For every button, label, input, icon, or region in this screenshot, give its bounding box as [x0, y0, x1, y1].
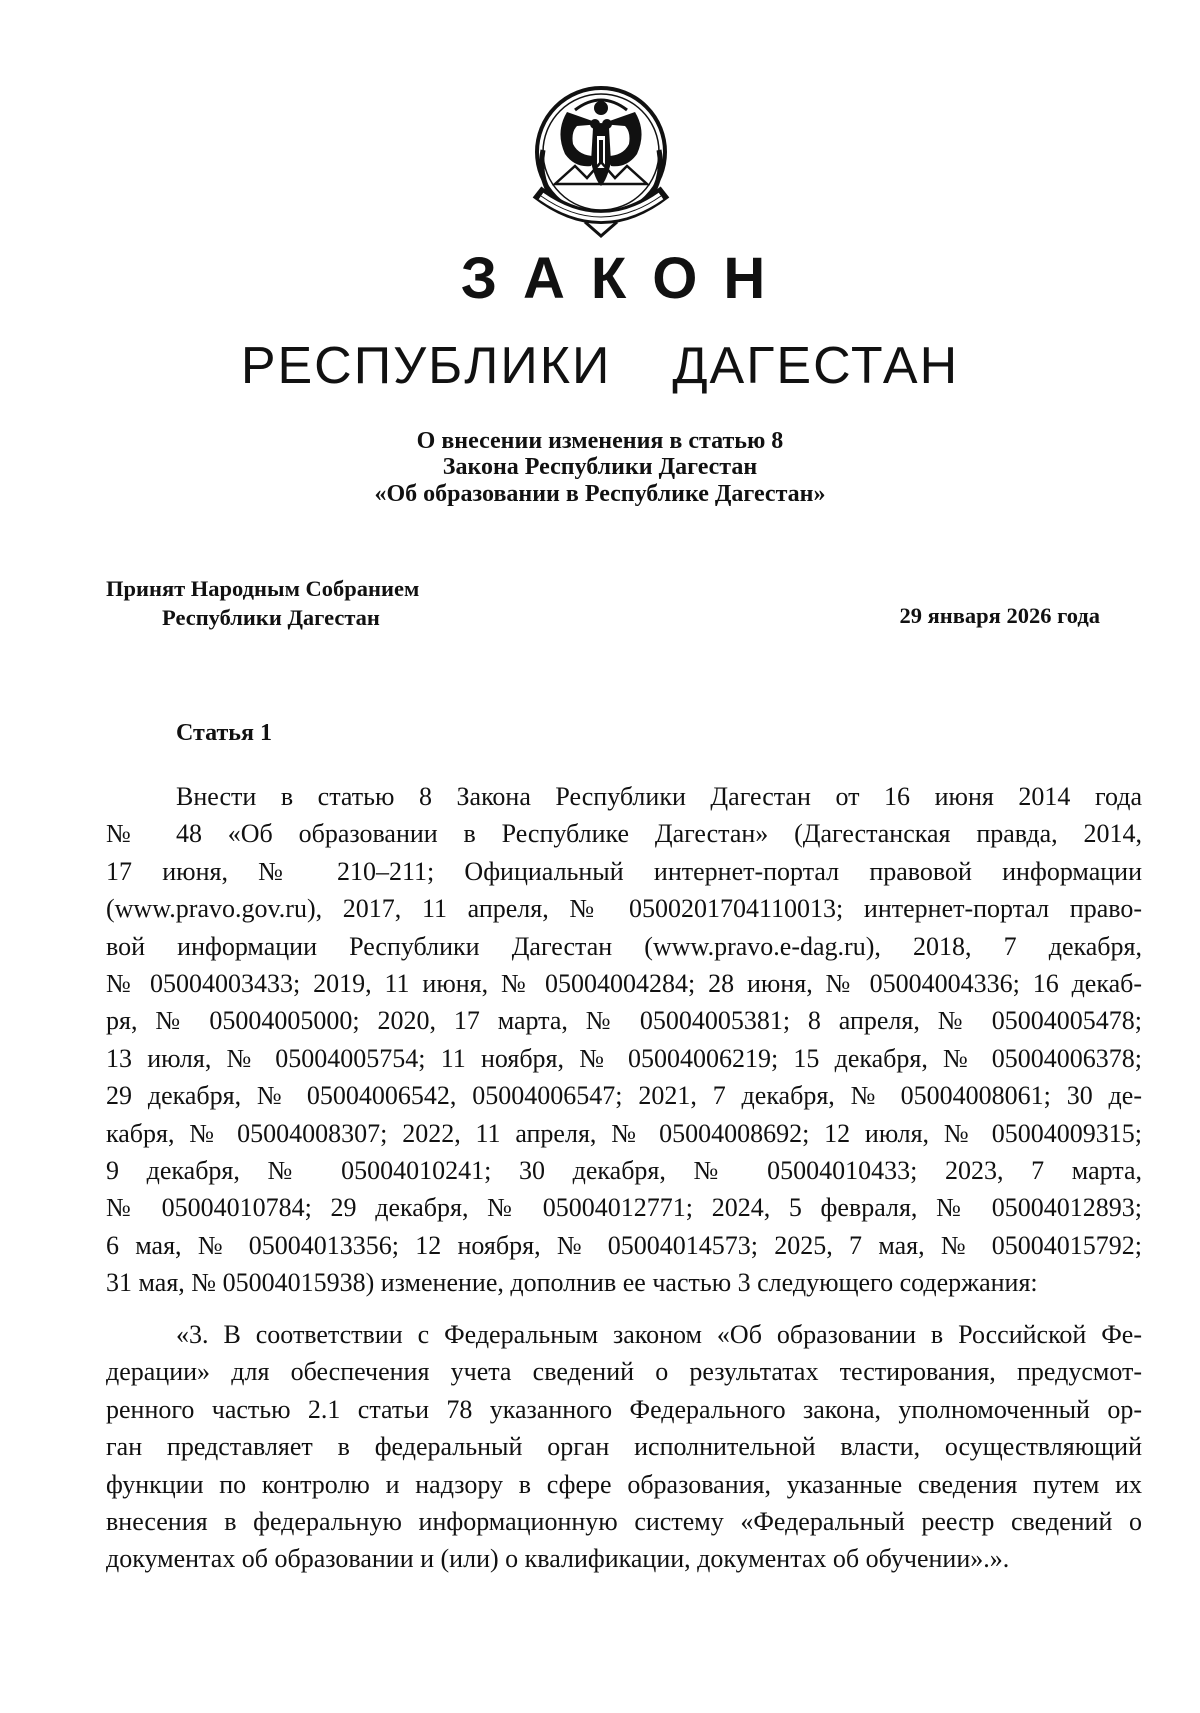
adoption-line-2: Республики Дагестан [162, 604, 380, 630]
article-paragraph-2 [106, 1316, 1142, 1578]
text-line: ря, № 05004005000; 2020, 17 марта, № 05004005381; 8 апреля, № 05004005478; [106, 1006, 1142, 1036]
text-line: 13 июля, № 05004005754; 11 ноября, № 05004006219; 15 декабря, № 05004006378; [106, 1043, 1142, 1073]
text-line: внесения в федеральную информационную систему «Федеральный реестр сведений о [106, 1506, 1142, 1536]
text-line: Внести в статью 8 Закона Республики Дагестан от 16 июня 2014 года [176, 782, 1142, 811]
text-line: ренного частью 2.1 статьи 78 указанного Федерального закона, уполномоченный ор- [106, 1394, 1142, 1424]
text-line: 6 мая, № 05004013356; 12 ноября, № 05004014573; 2025, 7 мая, № 05004015792; [106, 1230, 1142, 1260]
law-subject [0, 428, 1200, 507]
dagestan-coat-of-arms-icon [515, 72, 687, 244]
text-line: кабря, № 05004008307; 2022, 11 апреля, № 05004008692; 12 июля, № 05004009315; [106, 1118, 1142, 1148]
text-line: 17 июня, № 210–211; Официальный интернет-портал правовой информации [106, 856, 1142, 886]
article-heading: Статья 1 [176, 720, 272, 746]
text-line: «3. В соответствии с Федеральным законом «Об образовании в Российской Фе- [176, 1320, 1142, 1349]
text-line: документах об образовании и (или) о квалификации, документах об обучении».». [106, 1544, 1010, 1574]
subject-line-3: «Об образовании в Республике Дагестан» [374, 480, 826, 507]
adoption-line-1: Принят Народным Собранием [106, 576, 420, 601]
text-line: (www.pravo.gov.ru), 2017, 11 апреля, № 0500201704110013; интернет-портал право- [106, 894, 1142, 924]
text-line: 31 мая, № 05004015938) изменение, дополнив ее частью 3 следующего содержания: [106, 1268, 1038, 1298]
law-subtitle: РЕСПУБЛИКИ ДАГЕСТАН [240, 337, 960, 395]
text-line: 9 декабря, № 05004010241; 30 декабря, № 05004010433; 2023, 7 марта, [106, 1155, 1142, 1185]
text-line: № 05004003433; 2019, 11 июня, № 05004004284; 28 июня, № 05004004336; 16 декаб- [106, 968, 1142, 998]
adoption-date: 29 января 2026 года [899, 603, 1100, 628]
subject-line-2: Закона Республики Дагестан [442, 454, 758, 481]
text-line: № 05004010784; 29 декабря, № 05004012771; 2024, 5 февраля, № 05004012893; [106, 1193, 1142, 1223]
text-line: № 48 «Об образовании в Республике Дагестан» (Дагестанская правда, 2014, [106, 819, 1142, 849]
text-line: функции по контролю и надзору в сфере образования, указанные сведения путем их [106, 1469, 1142, 1499]
adoption-block [106, 575, 419, 633]
text-line: 29 декабря, № 05004006542, 05004006547; 2021, 7 декабря, № 05004008061; 30 де- [106, 1081, 1142, 1111]
text-line: дерации» для обеспечения учета сведений о результатах тестирования, предусмот- [106, 1357, 1142, 1387]
subject-line-1: О внесении изменения в статью 8 [416, 428, 784, 454]
text-line: вой информации Республики Дагестан (www.pravo.e-dag.ru), 2018, 7 декабря, [106, 931, 1142, 961]
article-paragraph-1 [106, 778, 1142, 1301]
law-title: ЗАКОН [460, 246, 792, 311]
text-line: ган представляет в федеральный орган исполнительной власти, осуществляющий [106, 1432, 1142, 1462]
